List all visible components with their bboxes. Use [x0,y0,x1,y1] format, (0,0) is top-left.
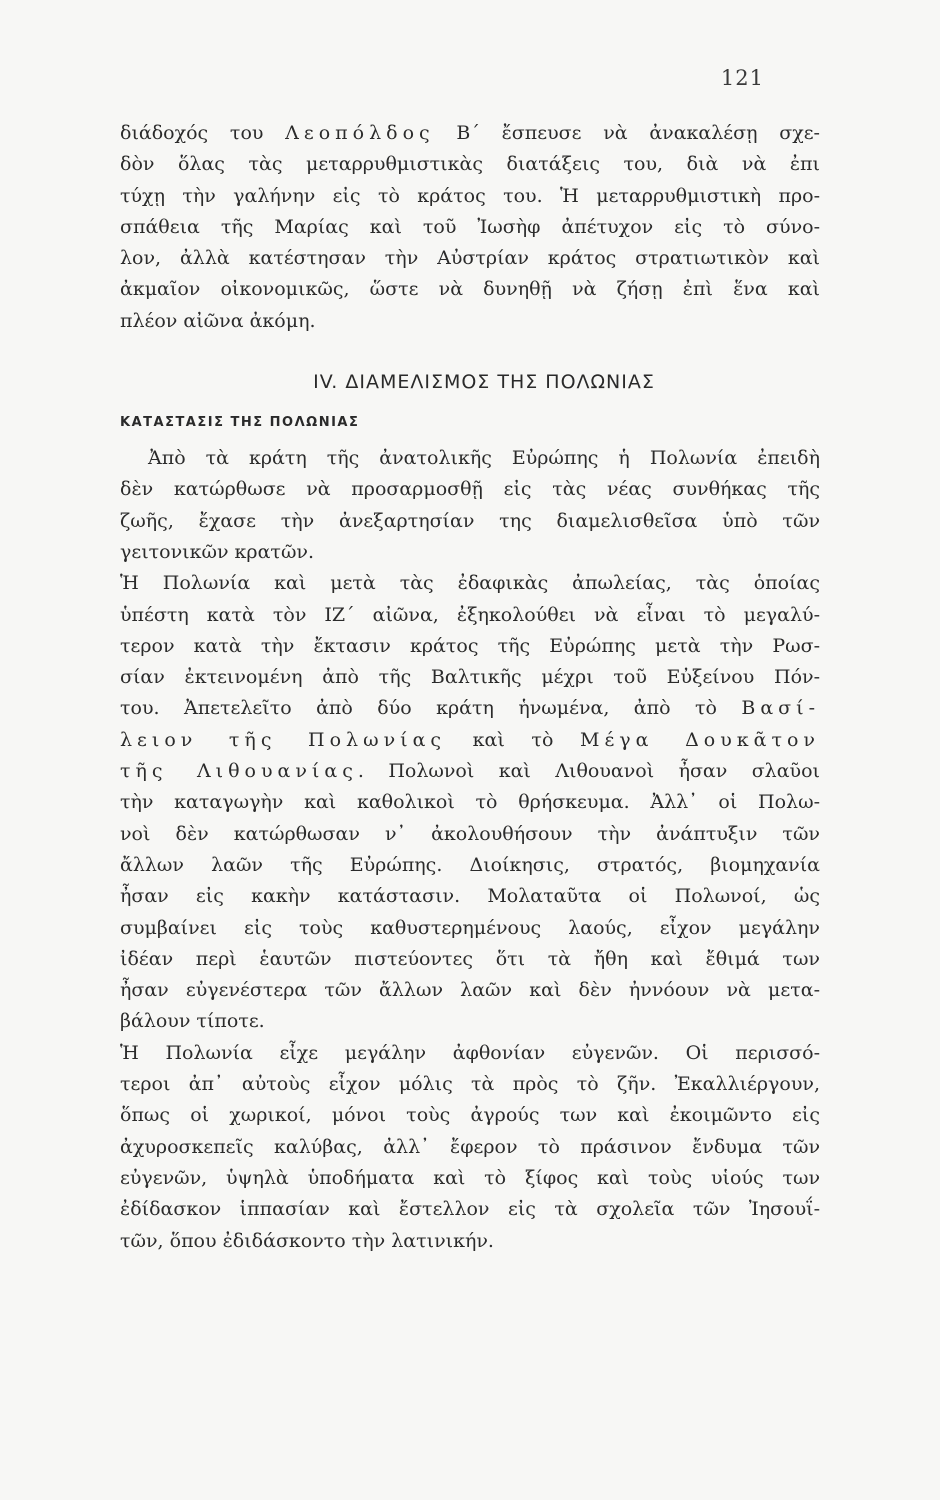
text-line: ἐδίδασκον ἱππασίαν καὶ ἔστελλον εἰς τὰ σχολεῖα τῶν Ἰησουΐ- [120,1198,820,1221]
paragraph-austria-conclusion [120,118,820,337]
text-line: τὴν καταγωγὴν καὶ καθολικοὶ τὸ θρήσκευμα. Ἀλλ᾽ οἱ Πολω- [120,791,820,814]
text-line: σίαν ἐκτεινομένη ἀπὸ τῆς Βαλτικῆς μέχρι τοῦ Εὐξείνου Πόν- [120,666,820,689]
page-number: 121 [720,66,764,90]
text-line: βάλουν τίποτε. [120,1010,265,1033]
text-line: Ἡ Πολωνία εἶχε μεγάλην ἀφθονίαν εὐγενῶν. Οἱ περισσό- [120,1041,820,1064]
paragraph-poland-state [120,568,820,1037]
text-line: γειτονικῶν κρατῶν. [120,540,315,563]
text-line: ὅπως οἱ χωρικοί, μόνοι τοὺς ἀγρούς των καὶ ἐκοιμῶντο εἰς [120,1104,820,1127]
text-line: ἄλλων λαῶν τῆς Εὐρώπης. Διοίκησις, στρατός, βιομηχανία [120,853,820,876]
text-line: δὲν κατώρθωσε νὰ προσαρμοσθῇ εἰς τὰς νέας συνθήκας τῆς [120,478,820,501]
subheading: ΚΑΤΑΣΤΑΣΙΣ ΤΗΣ ΠΟΛΩΝΙΑΣ [120,415,360,431]
text-line: τύχῃ τὴν γαλήνην εἰς τὸ κράτος του. Ἡ μεταρρυθμιστικὴ προ- [120,184,820,207]
text-line: ζωῆς, ἔχασε τὴν ἀνεξαρτησίαν της διαμελισθεῖσα ὑπὸ τῶν [120,509,820,532]
text-line: ἀκμαῖον οἰκονομικῶς, ὥστε νὰ δυνηθῇ νὰ ζήσῃ ἐπὶ ἕνα καὶ [120,278,820,301]
text-line: τῶν, ὅπου ἐδιδάσκοντο τὴν λατινικήν. [120,1229,494,1252]
text-line: τερον κατὰ τὴν ἔκτασιν κράτος τῆς Εὐρώπης μετὰ τὴν Ρωσ- [120,634,820,657]
text-line: ὑπέστη κατὰ τὸν ΙΖ΄ αἰῶνα, ἐξηκολούθει νὰ εἶναι τὸ μεγαλύ- [120,603,820,626]
paragraph-poland-intro [120,443,820,568]
text-line: Ἀπὸ τὰ κράτη τῆς ἀνατολικῆς Εὐρώπης ἡ Πολωνία ἐπειδὴ [148,447,820,470]
text-line: τεροι ἀπ᾽ αὐτοὺς εἶχον μόλις τὰ πρὸς τὸ ζῆν. Ἐκαλλιέργουν, [120,1073,820,1096]
paragraph-nobility [120,1038,820,1257]
text-line: ἦσαν εὐγενέστερα τῶν ἄλλων λαῶν καὶ δὲν ἠννόουν νὰ μετα- [120,979,820,1002]
text-line: πλέον αἰῶνα ἀκόμη. [120,309,316,332]
text-column [120,118,820,1257]
text-line: εὐγενῶν, ὑψηλὰ ὑποδήματα καὶ τὸ ξίφος καὶ τοὺς υἱούς των [120,1166,820,1189]
text-line: τῆς Λιθουανίας. Πολωνοὶ καὶ Λιθουανοὶ ἦσαν σλαῦοι [120,760,820,783]
spaced-term-kingdom-poland: λειον τῆς Πολωνίας [120,728,447,751]
spaced-term-grand-duchy: Μέγα Δουκᾶτον [579,728,820,751]
text-line: νοὶ δὲν κατώρθωσαν ν᾽ ἀκολουθήσουν τὴν ἀνάπτυξιν τῶν [120,822,820,845]
section-heading: IV. ΔΙΑΜΕΛΙΣΜΟΣ ΤΗΣ ΠΟΛΩΝΙΑΣ [313,371,655,394]
text-line: λον, ἀλλὰ κατέστησαν τὴν Αὐστρίαν κράτος στρατιωτικὸν καὶ [120,247,820,270]
text-line: ἰδέαν περὶ ἑαυτῶν πιστεύοντες ὅτι τὰ ἤθη καὶ ἔθιμά των [120,947,820,970]
text-line: συμβαίνει εἰς τοὺς καθυστερημένους λαούς, εἶχον μεγάλην [120,916,820,939]
text-line: ἀχυροσκεπεῖς καλύβας, ἀλλ᾽ ἔφερον τὸ πράσινον ἔνδυμα τῶν [120,1135,820,1158]
text-line: ἦσαν εἰς κακὴν κατάστασιν. Μολαταῦτα οἱ Πολωνοί, ὡς [120,885,820,908]
text-line: λειον τῆς Πολωνίας καὶ τὸ Μέγα Δουκᾶτον [120,728,820,751]
spaced-term-lithuania: τῆς Λιθουανίας [120,760,358,783]
spaced-term-kingdom: Βασί- [741,697,820,720]
text-line: δὸν ὅλας τὰς μεταρρυθμιστικὰς διατάξεις του, διὰ νὰ ἐπι [120,153,820,176]
text-line: σπάθεια τῆς Μαρίας καὶ τοῦ Ἰωσὴφ ἀπέτυχον εἰς τὸ σύνο- [120,215,820,238]
text-line: διάδοχός του Λεοπόλδος Β΄ ἔσπευσε νὰ ἀνακαλέσῃ σχε- [120,122,820,144]
spaced-name-leopold: Λεοπόλδος [285,122,435,144]
text-line: του. Ἀπετελεῖτο ἀπὸ δύο κράτη ἡνωμένα, ἀπὸ τὸ Βασί- [120,697,820,720]
text-line: Ἡ Πολωνία καὶ μετὰ τὰς ἐδαφικὰς ἀπωλείας, τὰς ὁποίας [120,572,820,595]
